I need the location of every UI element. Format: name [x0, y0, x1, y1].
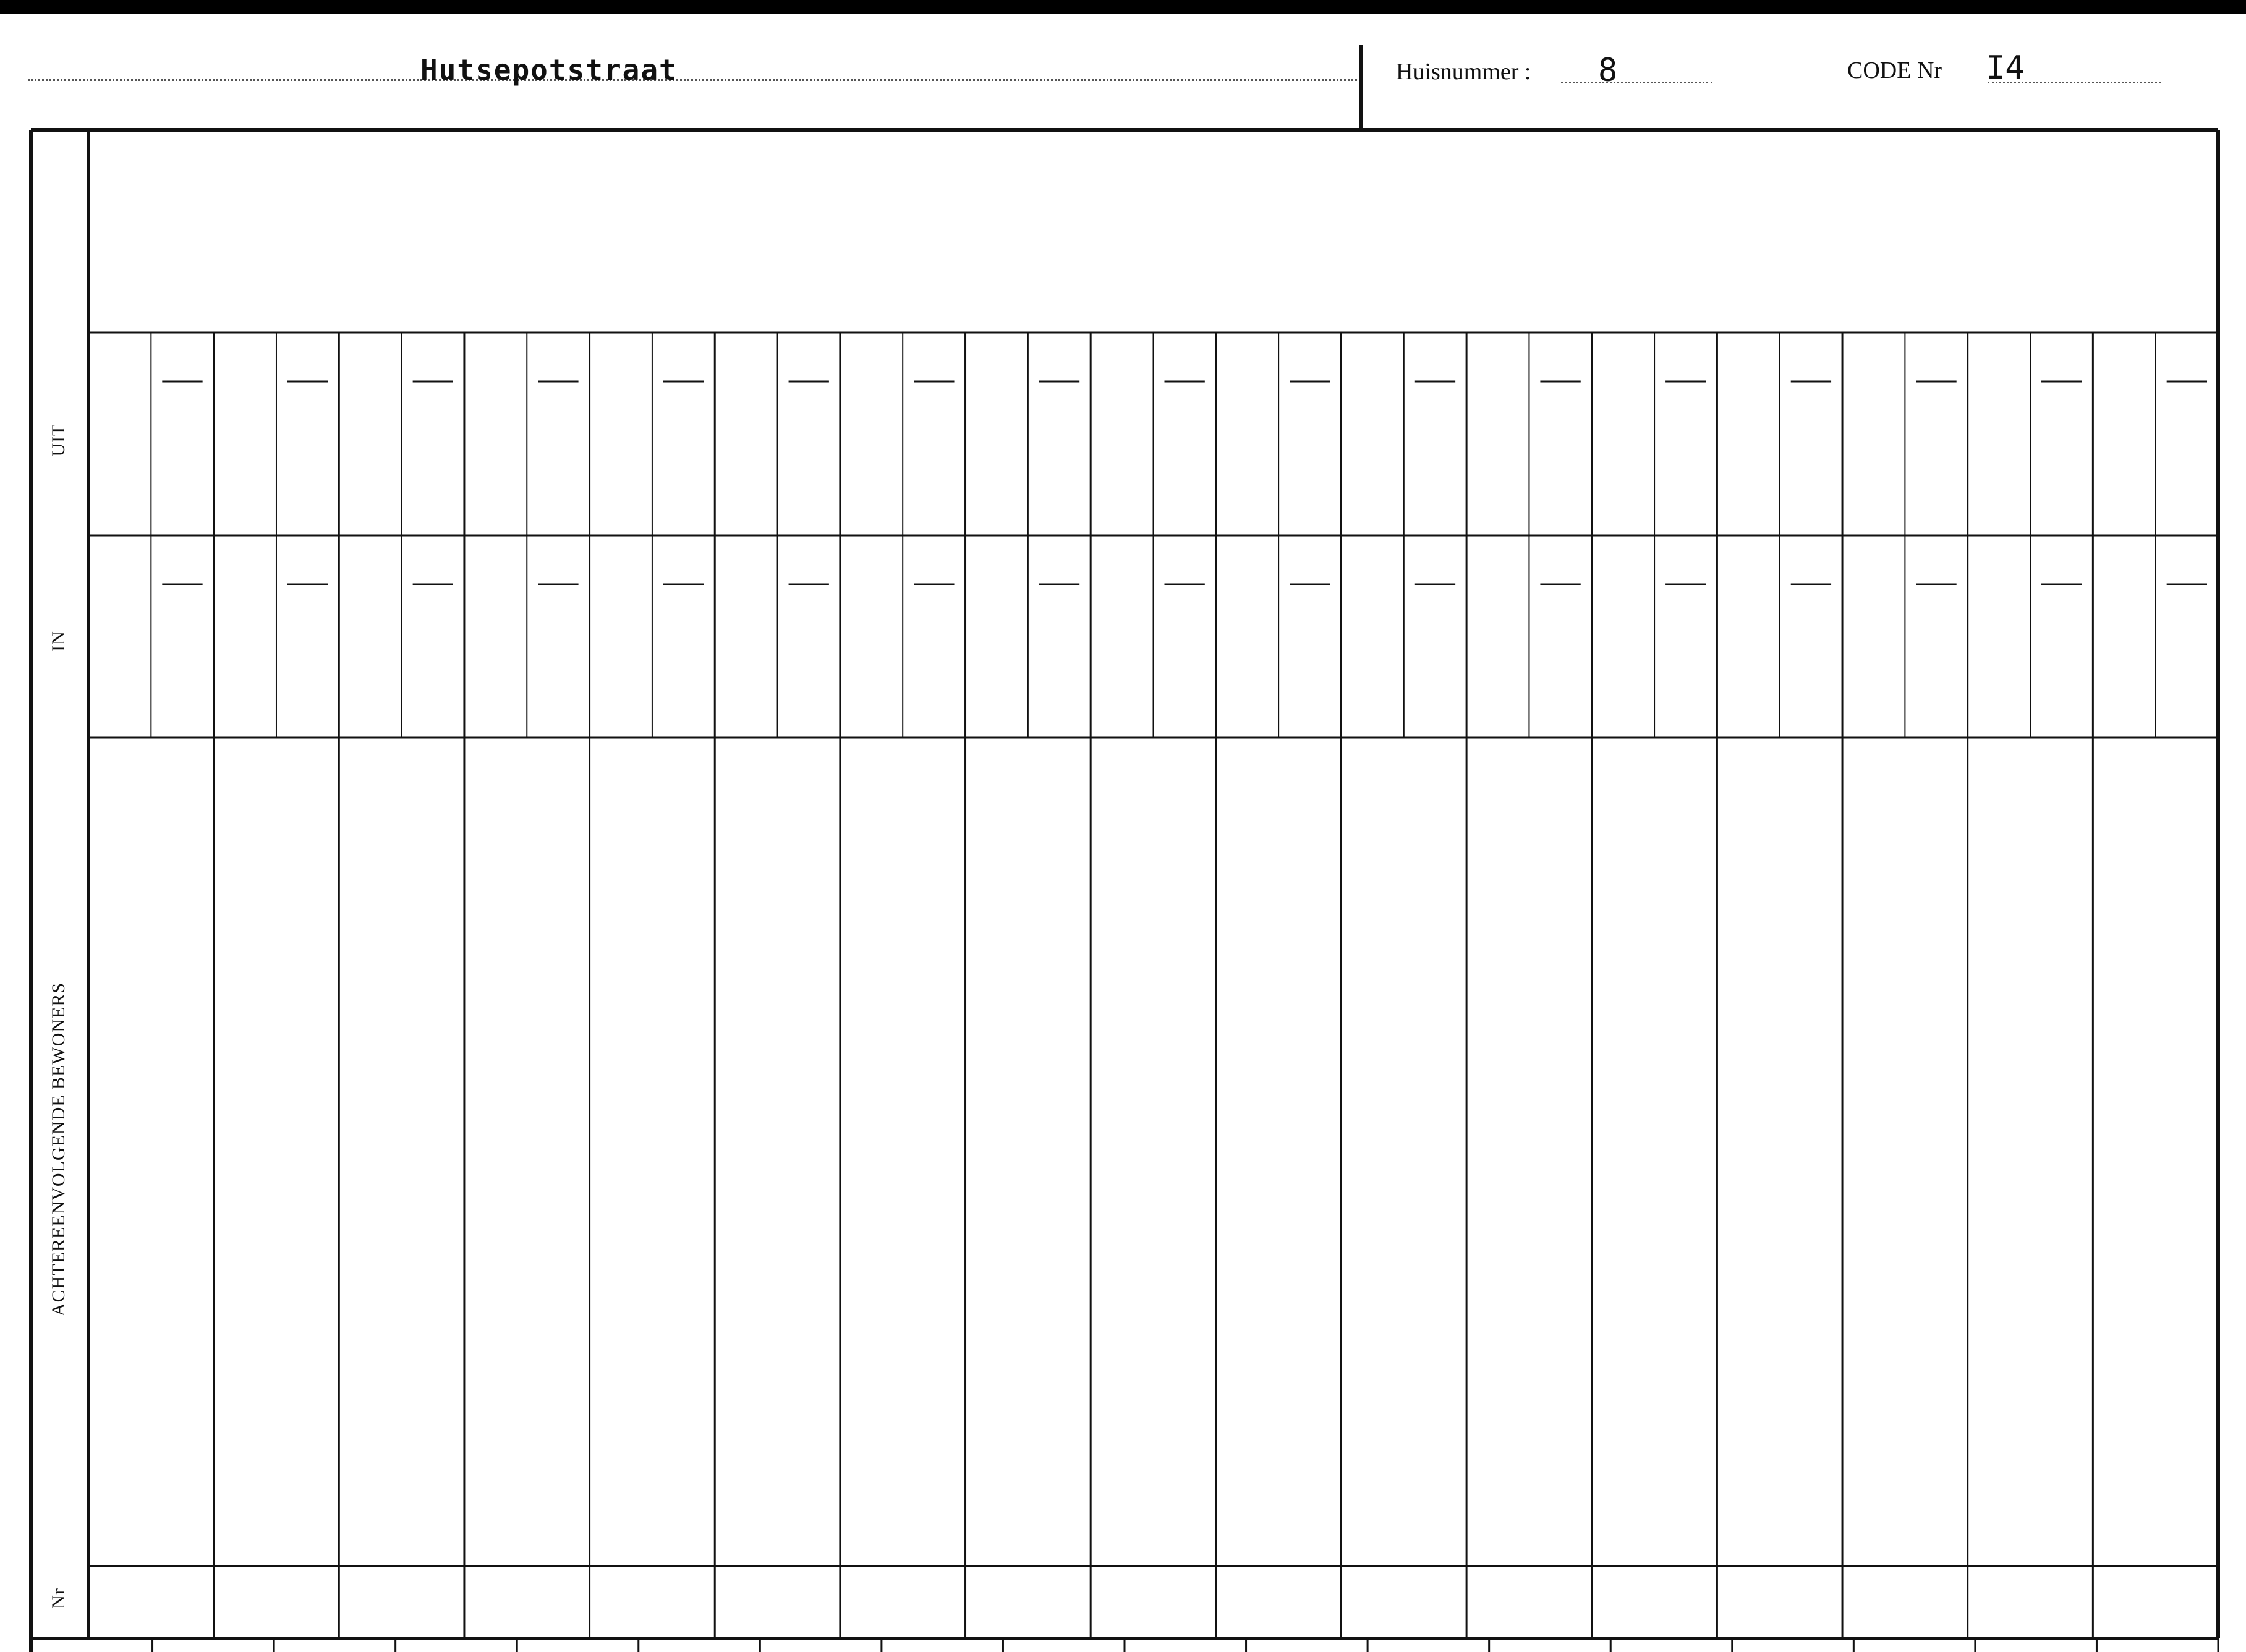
code-number-value: I4 [1986, 49, 2025, 87]
house-number-value: 8 [1598, 52, 1618, 89]
street-name: Hutsepotstraat [420, 53, 678, 87]
house-number-label: Huisnummer : [1396, 59, 1531, 85]
in-row-label: IN [48, 631, 69, 652]
uit-row-label: UIT [48, 424, 69, 457]
residents-row-label: ACHTEREENVOLGENDE BEWONERS [48, 982, 69, 1317]
nr-row-label: Nr [48, 1588, 69, 1609]
code-number-label: CODE Nr [1847, 57, 1942, 83]
